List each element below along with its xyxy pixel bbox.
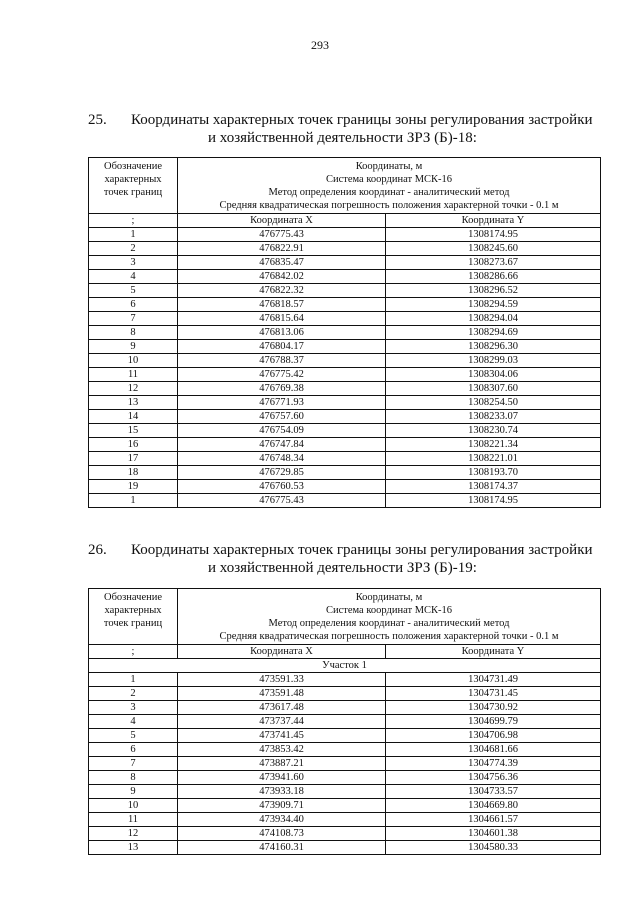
coordinates-header-line: Средняя квадратическая погрешность положения характерной точки - 0.1 м — [219, 200, 559, 211]
subheader-x: Координата X — [178, 214, 386, 228]
subsection-row — [89, 659, 601, 673]
point-number-cell: 5 — [89, 729, 178, 743]
section-title-line1: Координаты характерных точек границы зоны регулирования застройки — [131, 112, 593, 128]
table-row — [89, 354, 601, 368]
coordinate-x-cell: 476822.91 — [178, 242, 386, 256]
table-row — [89, 242, 601, 256]
point-number-cell: 11 — [89, 368, 178, 382]
table-row — [89, 813, 601, 827]
coordinate-x-cell: 474108.73 — [178, 827, 386, 841]
coordinate-x-cell: 473909.71 — [178, 799, 386, 813]
point-number-cell: 7 — [89, 757, 178, 771]
point-number-cell: 6 — [89, 743, 178, 757]
point-number-cell: 16 — [89, 438, 178, 452]
point-number-cell: 5 — [89, 284, 178, 298]
coordinates-header-line: Средняя квадратическая погрешность положения характерной точки - 0.1 м — [219, 631, 559, 642]
table-row — [89, 396, 601, 410]
table-row — [89, 494, 601, 508]
table-row — [89, 256, 601, 270]
coordinate-x-cell: 476754.09 — [178, 424, 386, 438]
coordinate-y-cell: 1308221.01 — [386, 452, 601, 466]
table-row — [89, 841, 601, 855]
coordinate-y-cell: 1308286.66 — [386, 270, 601, 284]
coordinate-x-cell: 473853.42 — [178, 743, 386, 757]
coordinates-table-zrz-b-19 — [88, 588, 601, 855]
table-row — [89, 312, 601, 326]
coordinate-x-cell: 476747.84 — [178, 438, 386, 452]
section-title-line2: и хозяйственной деятельности ЗРЗ (Б)-19: — [208, 560, 477, 576]
point-number-cell: 10 — [89, 354, 178, 368]
table-row — [89, 743, 601, 757]
coordinate-x-cell: 473933.18 — [178, 785, 386, 799]
section-number: 25. — [88, 112, 107, 128]
coordinate-x-cell: 476822.32 — [178, 284, 386, 298]
coordinate-y-cell: 1308296.52 — [386, 284, 601, 298]
coordinate-y-cell: 1308193.70 — [386, 466, 601, 480]
coordinate-y-cell: 1308307.60 — [386, 382, 601, 396]
coordinate-x-cell: 476729.85 — [178, 466, 386, 480]
coordinate-x-cell: 476757.60 — [178, 410, 386, 424]
point-number-cell: 13 — [89, 396, 178, 410]
point-number-cell: 11 — [89, 813, 178, 827]
table-header-row — [89, 158, 601, 214]
coordinate-x-cell: 476775.43 — [178, 228, 386, 242]
point-number-cell: 15 — [89, 424, 178, 438]
coordinate-y-cell: 1304661.57 — [386, 813, 601, 827]
coordinate-x-cell: 473941.60 — [178, 771, 386, 785]
coordinate-x-cell: 473591.48 — [178, 687, 386, 701]
coordinate-y-cell: 1308294.59 — [386, 298, 601, 312]
table-row — [89, 466, 601, 480]
table-subheader-row — [89, 214, 601, 228]
point-number-cell: 12 — [89, 827, 178, 841]
coordinate-x-cell: 473934.40 — [178, 813, 386, 827]
coordinates-header-line: Координаты, м — [355, 592, 423, 603]
table-header-row — [89, 589, 601, 645]
coordinate-y-cell: 1308174.95 — [386, 494, 601, 508]
coordinates-header-line: Координаты, м — [355, 161, 423, 172]
table-row — [89, 438, 601, 452]
coordinate-x-cell: 476842.02 — [178, 270, 386, 284]
point-designation-header-line: Обозначение — [103, 592, 163, 603]
point-number-cell: 8 — [89, 326, 178, 340]
coordinate-x-cell: 476769.38 — [178, 382, 386, 396]
table-row — [89, 270, 601, 284]
point-number-cell: 1 — [89, 228, 178, 242]
coordinate-y-cell: 1304733.57 — [386, 785, 601, 799]
table-row — [89, 368, 601, 382]
point-designation-header-line: Обозначение — [103, 161, 163, 172]
point-number-cell: 7 — [89, 312, 178, 326]
table-row — [89, 715, 601, 729]
table-row — [89, 382, 601, 396]
point-designation-header-line: характерных — [104, 174, 162, 185]
coordinate-x-cell: 474160.31 — [178, 841, 386, 855]
coordinate-x-cell: 473741.45 — [178, 729, 386, 743]
point-designation-header-line: характерных — [104, 605, 162, 616]
point-number-cell: 9 — [89, 785, 178, 799]
coordinate-y-cell: 1308254.50 — [386, 396, 601, 410]
coordinate-y-cell: 1308304.06 — [386, 368, 601, 382]
point-designation-header — [89, 158, 178, 214]
point-number-cell: 2 — [89, 687, 178, 701]
coordinate-y-cell: 1304681.66 — [386, 743, 601, 757]
point-number-cell: 3 — [89, 256, 178, 270]
coordinate-y-cell: 1304756.36 — [386, 771, 601, 785]
coordinate-x-cell: 476788.37 — [178, 354, 386, 368]
coordinate-x-cell: 473887.21 — [178, 757, 386, 771]
table-row — [89, 410, 601, 424]
table-row — [89, 284, 601, 298]
coordinate-y-cell: 1308245.60 — [386, 242, 601, 256]
point-number-cell: 19 — [89, 480, 178, 494]
coordinate-y-cell: 1308294.04 — [386, 312, 601, 326]
point-number-cell: 4 — [89, 270, 178, 284]
table-row — [89, 701, 601, 715]
coordinate-y-cell: 1308299.03 — [386, 354, 601, 368]
coordinate-x-cell: 476775.42 — [178, 368, 386, 382]
point-designation-header-line: точек границ — [103, 187, 163, 198]
coordinate-y-cell: 1308233.07 — [386, 410, 601, 424]
coordinate-y-cell: 1304731.49 — [386, 673, 601, 687]
point-number-cell: 14 — [89, 410, 178, 424]
coordinates-header-line: Система координат МСК-16 — [325, 605, 453, 616]
coordinates-header-line: Метод определения координат - аналитический метод — [268, 187, 510, 198]
coordinate-x-cell: 476835.47 — [178, 256, 386, 270]
point-number-cell: 9 — [89, 340, 178, 354]
table-row — [89, 827, 601, 841]
coordinate-x-cell: 476748.34 — [178, 452, 386, 466]
coordinate-y-cell: 1308296.30 — [386, 340, 601, 354]
table-row — [89, 687, 601, 701]
point-designation-header — [89, 589, 178, 645]
point-number-cell: 1 — [89, 673, 178, 687]
subheader-point: ; — [89, 645, 178, 659]
point-number-cell: 18 — [89, 466, 178, 480]
table-row — [89, 326, 601, 340]
coordinate-y-cell: 1304669.80 — [386, 799, 601, 813]
point-number-cell: 12 — [89, 382, 178, 396]
point-number-cell: 13 — [89, 841, 178, 855]
table-row — [89, 757, 601, 771]
section-title-line2: и хозяйственной деятельности ЗРЗ (Б)-18: — [208, 130, 477, 146]
coordinate-y-cell: 1304699.79 — [386, 715, 601, 729]
table-row — [89, 771, 601, 785]
point-number-cell: 3 — [89, 701, 178, 715]
coordinates-header — [178, 158, 601, 214]
coordinate-y-cell: 1308230.74 — [386, 424, 601, 438]
coordinate-y-cell: 1308294.69 — [386, 326, 601, 340]
subheader-y: Координата Y — [386, 645, 601, 659]
table-row — [89, 799, 601, 813]
section-title-line1: Координаты характерных точек границы зоны регулирования застройки — [131, 542, 593, 558]
subheader-x: Координата X — [178, 645, 386, 659]
coordinate-x-cell: 476804.17 — [178, 340, 386, 354]
coordinate-y-cell: 1304730.92 — [386, 701, 601, 715]
table-row — [89, 424, 601, 438]
point-number-cell: 2 — [89, 242, 178, 256]
subsection-label: Участок 1 — [89, 659, 601, 673]
coordinate-y-cell: 1308221.34 — [386, 438, 601, 452]
coordinate-x-cell: 473591.33 — [178, 673, 386, 687]
coordinate-y-cell: 1304731.45 — [386, 687, 601, 701]
coordinates-header-line: Система координат МСК-16 — [325, 174, 453, 185]
point-number-cell: 8 — [89, 771, 178, 785]
coordinate-y-cell: 1304601.38 — [386, 827, 601, 841]
table-row — [89, 452, 601, 466]
table-row — [89, 228, 601, 242]
table-row — [89, 729, 601, 743]
subheader-point: ; — [89, 214, 178, 228]
table-row — [89, 340, 601, 354]
coordinates-header-line: Метод определения координат - аналитический метод — [268, 618, 510, 629]
page-number: 293 — [311, 38, 329, 52]
point-number-cell: 4 — [89, 715, 178, 729]
table-row — [89, 785, 601, 799]
coordinate-y-cell: 1308174.95 — [386, 228, 601, 242]
table-row — [89, 673, 601, 687]
point-number-cell: 1 — [89, 494, 178, 508]
coordinate-y-cell: 1304706.98 — [386, 729, 601, 743]
coordinate-x-cell: 476818.57 — [178, 298, 386, 312]
coordinate-x-cell: 476775.43 — [178, 494, 386, 508]
coordinate-y-cell: 1308273.67 — [386, 256, 601, 270]
section-number: 26. — [88, 542, 107, 558]
coordinate-x-cell: 476760.53 — [178, 480, 386, 494]
subheader-y: Координата Y — [386, 214, 601, 228]
table-subheader-row — [89, 645, 601, 659]
table-row — [89, 480, 601, 494]
coordinate-y-cell: 1308174.37 — [386, 480, 601, 494]
coordinate-x-cell: 476771.93 — [178, 396, 386, 410]
point-number-cell: 10 — [89, 799, 178, 813]
coordinate-x-cell: 476815.64 — [178, 312, 386, 326]
point-designation-header-line: точек границ — [103, 618, 163, 629]
point-number-cell: 6 — [89, 298, 178, 312]
coordinate-y-cell: 1304580.33 — [386, 841, 601, 855]
coordinate-x-cell: 473737.44 — [178, 715, 386, 729]
coordinates-header — [178, 589, 601, 645]
table-row — [89, 298, 601, 312]
coordinate-x-cell: 476813.06 — [178, 326, 386, 340]
point-number-cell: 17 — [89, 452, 178, 466]
coordinate-x-cell: 473617.48 — [178, 701, 386, 715]
coordinates-table-zrz-b-18 — [88, 157, 601, 508]
coordinate-y-cell: 1304774.39 — [386, 757, 601, 771]
